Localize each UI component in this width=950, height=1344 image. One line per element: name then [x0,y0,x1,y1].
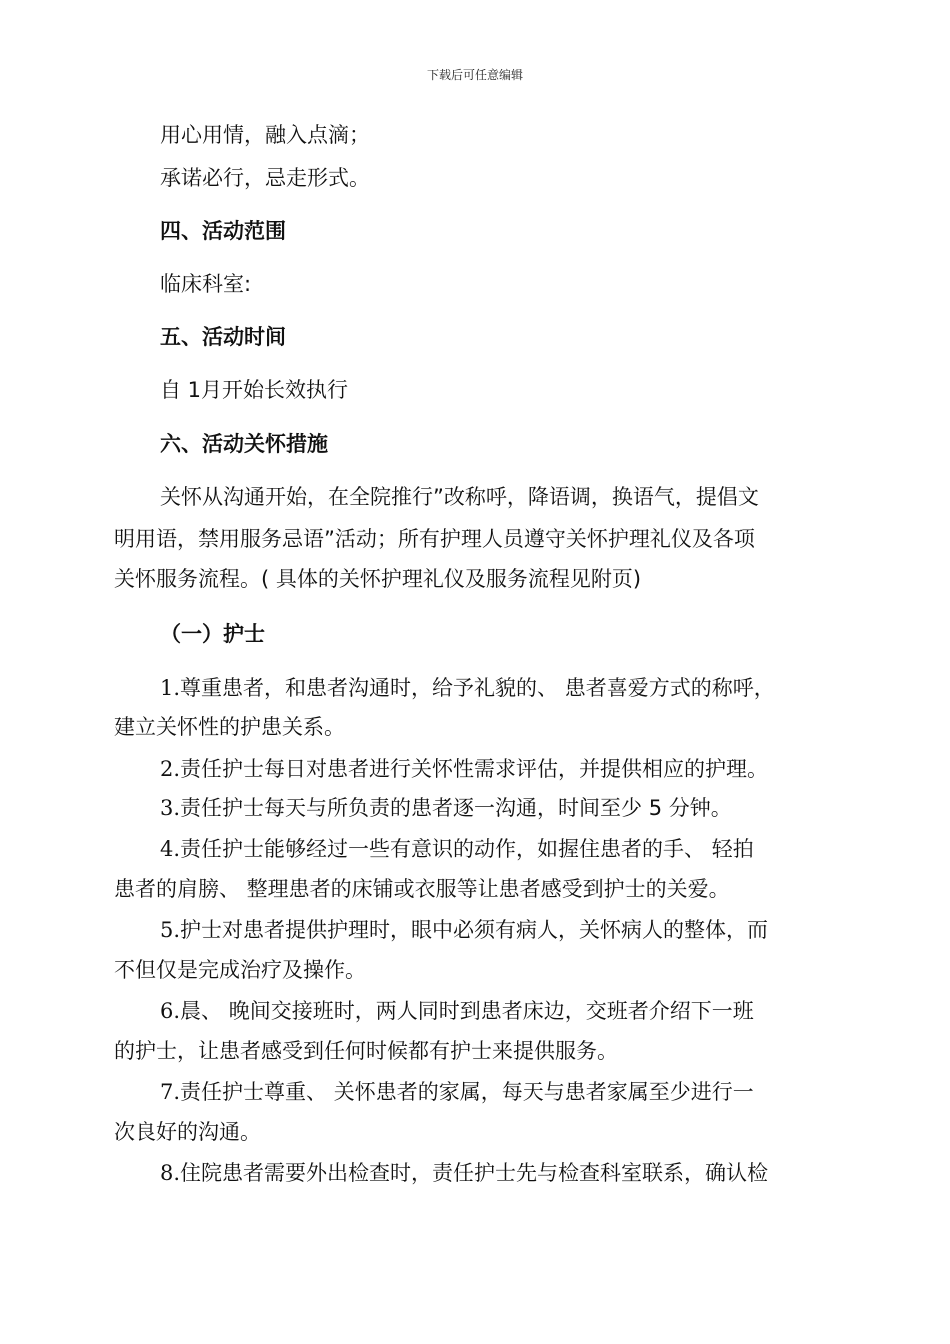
item-number: 7. [160,1080,181,1104]
item-number: 3. [160,796,181,820]
page-header: 下载后可任意编辑 [426,68,523,82]
item-text: 责任护士每日对患者进行关怀性需求评估，并提供相应的护理。 [180,757,769,781]
item-number: 4. [160,837,181,861]
item-text: 责任护士能够经过一些有意识的动作，如握住患者的手、 轻拍 [180,837,754,861]
item-continuation: 的护士，让患者感受到任何时候都有护士来提供服务。 [114,1039,618,1063]
section-6-para-line-3: 关怀服务流程。( 具体的关怀护理礼仪及服务流程见附页) [114,567,642,591]
item-text: 晨、 晚间交接班时，两人同时到患者床边，交班者介绍下一班 [180,999,754,1023]
item-number: 2. [160,757,181,781]
list-item [160,798,732,819]
section-4-title: 四、活动范围 [160,219,286,243]
item-text: 住院患者需要外出检查时，责任护士先与检查科室联系，确认检 [180,1161,769,1185]
intro-line-1: 用心用情，融入点滴； [160,123,370,147]
list-item [160,839,754,860]
list-item [160,678,775,699]
item-continuation: 患者的肩膀、 整理患者的床铺或衣服等让患者感受到护士的关爱。 [114,877,730,901]
list-item [160,920,768,941]
section-5-title: 五、活动时间 [160,325,286,349]
list-item [160,1163,768,1184]
item-text: 护士对患者提供护理时，眼中必须有病人，关怀病人的整体，而 [180,918,769,942]
section-6-title: 六、活动关怀措施 [160,432,328,456]
item-number: 1. [160,676,181,700]
item-continuation: 次良好的沟通。 [114,1120,261,1144]
section-5-body: 自 1月开始长效执行 [160,378,349,402]
list-item [160,1082,754,1103]
section-6-para-line-1: 关怀从沟通开始，在全院推行”改称呼，降语调，换语气，提倡文 [160,485,759,509]
intro-line-2: 承诺必行，忌走形式。 [160,166,370,190]
item-number: 8. [160,1161,181,1185]
subsection-nurse-title: （一）护士 [160,622,265,646]
section-4-body: 临床科室: [160,272,252,296]
item-continuation: 不但仅是完成治疗及操作。 [114,958,366,982]
item-number: 6. [160,999,181,1023]
item-text: 尊重患者，和患者沟通时，给予礼貌的、 患者喜爱方式的称呼， [180,676,775,700]
item-text: 责任护士每天与所负责的患者逐一沟通，时间至少 5 分钟。 [180,796,732,820]
item-text: 责任护士尊重、 关怀患者的家属，每天与患者家属至少进行一 [180,1080,754,1104]
list-item [160,759,768,780]
item-number: 5. [160,918,181,942]
item-continuation: 建立关怀性的护患关系。 [114,715,345,739]
section-6-para-line-2: 明用语，禁用服务忌语”活动；所有护理人员遵守关怀护理礼仪及各项 [114,527,755,551]
list-item [160,1001,754,1022]
